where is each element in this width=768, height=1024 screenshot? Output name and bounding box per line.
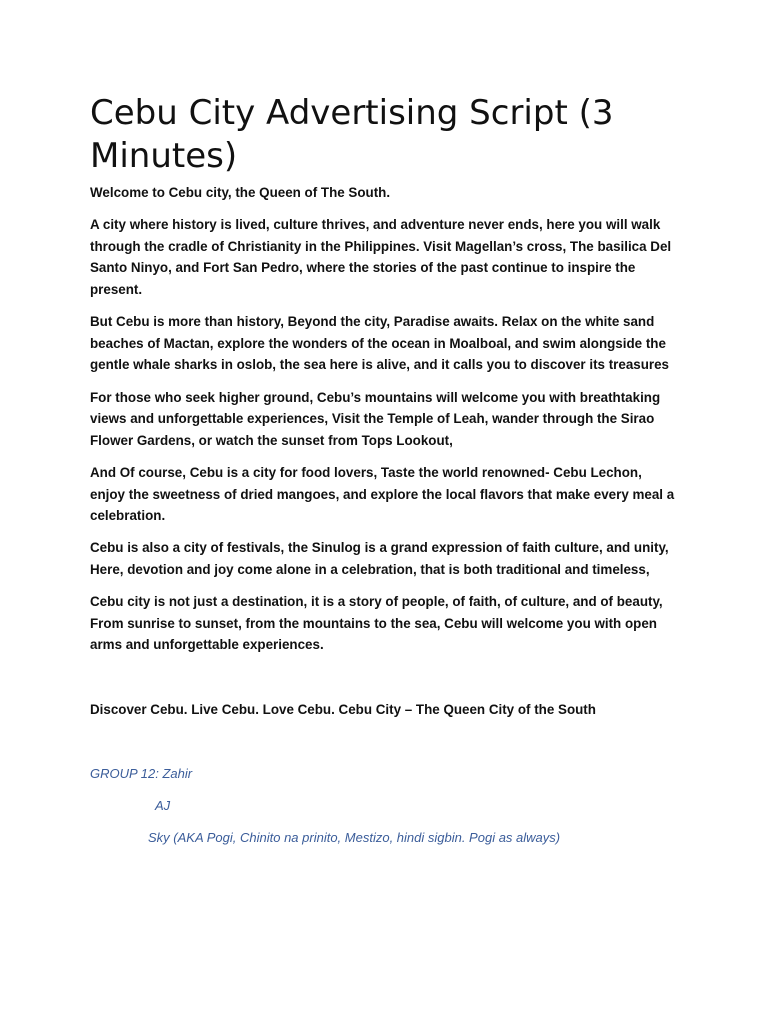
tagline: Discover Cebu. Live Cebu. Love Cebu. Cebu City – The Queen City of the South — [90, 702, 596, 717]
paragraph-mountains: For those who seek higher ground, Cebu’s mountains will welcome you with breathtaking views and unforgettable experiences, Visit the Temple of Leah, wander through the Sirao Flower Gardens, or watch the sunset from Tops Lookout, — [90, 389, 661, 448]
paragraph-closing: Cebu city is not just a destination, it is a story of people, of faith, of culture, and of beauty, From sunrise to sunset, from the mountains to the sea, Cebu will welcome you with open arms and unforgettable experiences. — [90, 594, 663, 653]
paragraph-welcome: Welcome to Cebu city, the Queen of The South. — [90, 185, 391, 200]
paragraph-history: A city where history is lived, culture thrives, and adventure never ends, here you will walk through the cradle of Christianity in the Philippines. Visit Magellan’s cross, The basilica Del Santo Ninyo, and Fort San Pedro, where the stories of the past continue to inspire the present. — [90, 217, 672, 297]
group-line-aj: AJ — [155, 798, 171, 813]
document-title: Cebu City Advertising Script (3 Minutes) — [90, 93, 614, 176]
paragraph-festivals: Cebu is also a city of festivals, the Sinulog is a grand expression of faith culture, and unity, Here, devotion and joy come alone in a celebration, that is both traditional and timeless, — [90, 540, 669, 577]
document-body — [90, 182, 675, 666]
paragraph-beaches: But Cebu is more than history, Beyond the city, Paradise awaits. Relax on the white sand beaches of Mactan, explore the wonders of the ocean in Moalboal, and swim alongside the gentle whale sharks in oslob, the sea here is alive, and it calls you to discover its treasures — [90, 314, 669, 373]
group-line-sky: Sky (AKA Pogi, Chinito na prinito, Mestizo, hindi sigbin. Pogi as always) — [148, 830, 561, 845]
group-line-zahir: GROUP 12: Zahir — [90, 766, 193, 781]
paragraph-food: And Of course, Cebu is a city for food lovers, Taste the world renowned- Cebu Lechon, enjoy the sweetness of dried mangoes, and explore the local flavors that make every meal a celebration. — [90, 464, 675, 524]
